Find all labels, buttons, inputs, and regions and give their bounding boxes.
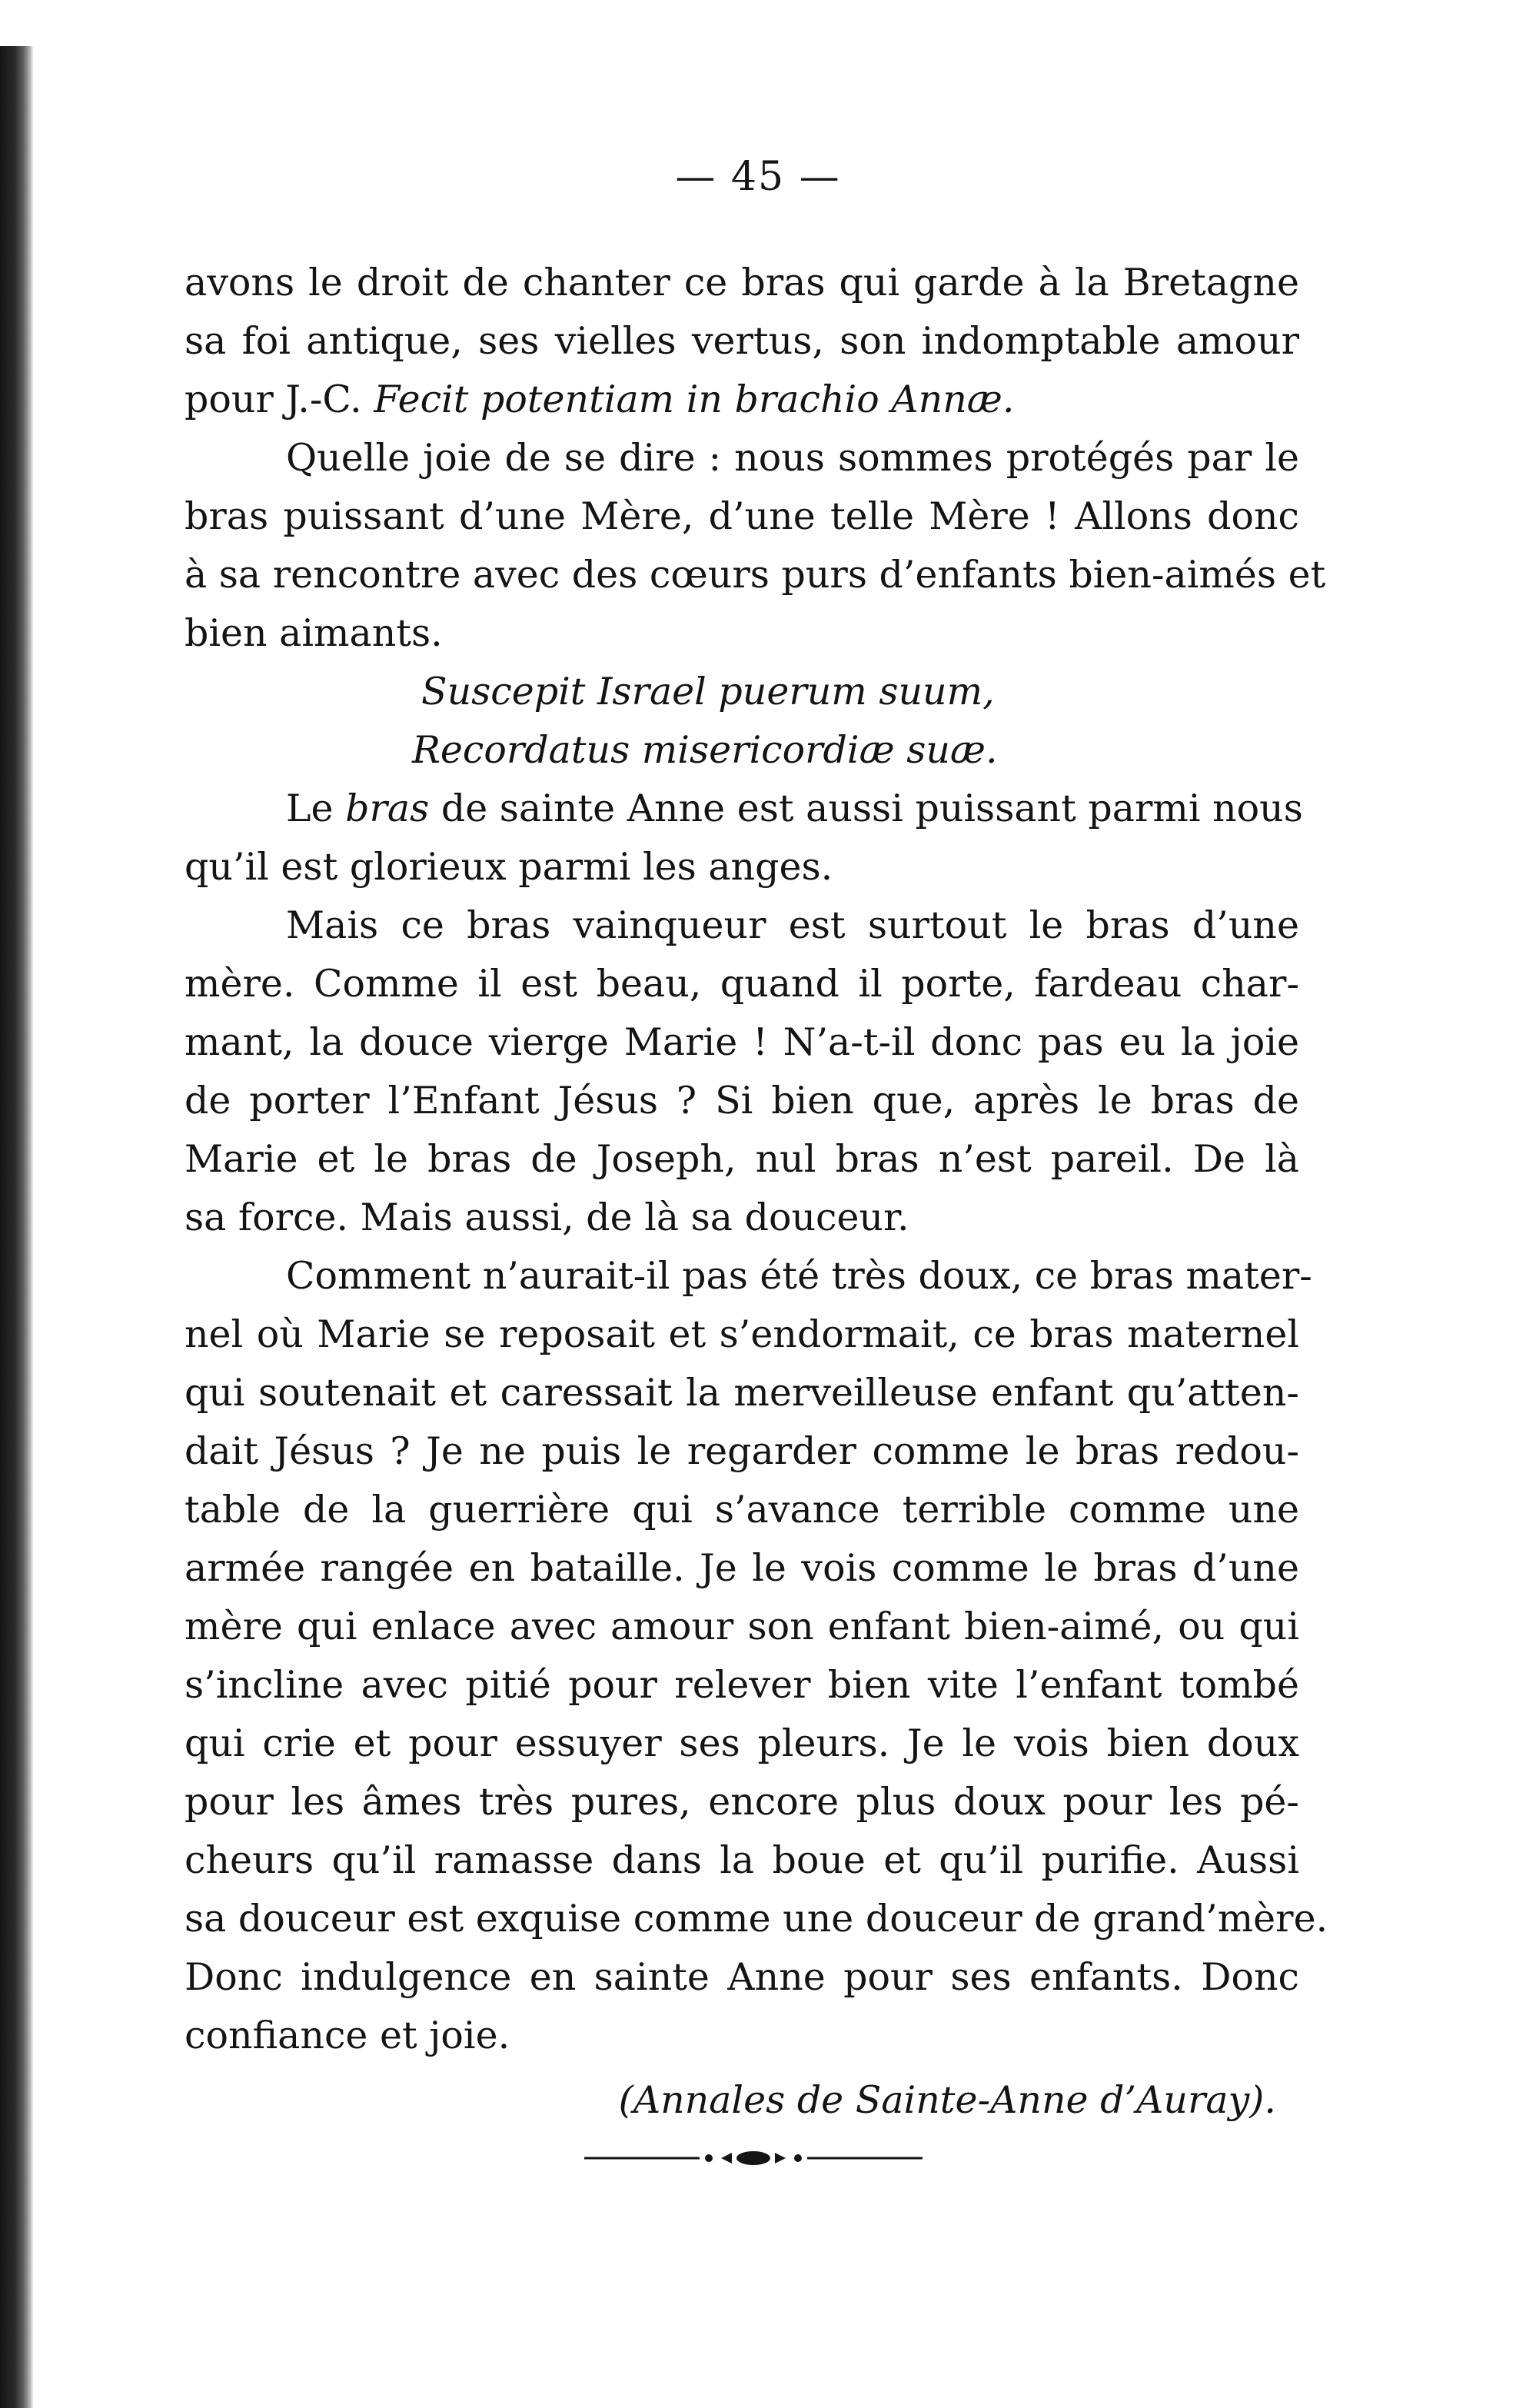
text-line: à sa rencontre avec des cœurs purs d’enfants bien-aimés et [185,553,1326,597]
text-line: Marie et le bras de Joseph, nul bras n’est pareil. De là [185,1137,1299,1181]
text-line: cheurs qu’il ramasse dans la boue et qu’il purifie. Aussi [185,1838,1299,1882]
text-line: Quelle joie de se dire : nous sommes protégés par le [286,436,1299,480]
text-line: pour les âmes très pures, encore plus doux pour les pé- [185,1780,1299,1824]
page-body [185,254,1328,2130]
text-line [185,371,1299,429]
ornamental-rule [584,2147,923,2170]
verse-line: Recordatus misericordiæ suæ. [412,728,998,772]
text-line: mère. Comme il est beau, quand il porte, fardeau char- [185,962,1299,1006]
latin-quote: Fecit potentiam in brachio Annæ. [374,377,1015,421]
text-run: pour J.-C. [185,377,374,421]
verse-line: Suscepit Israel puerum suum, [421,670,995,713]
paragraph [185,254,1299,429]
text-line: dait Jésus ? Je ne puis le regarder comme le bras redou- [185,1429,1299,1473]
text-line: qui soutenait et caressait la merveilleuse enfant qu’atten- [185,1371,1299,1415]
text-line: bien aimants. [185,611,443,655]
source-citation: (Annales de Sainte-Anne d’Auray). [618,2078,1276,2122]
text-line: qui crie et pour essuyer ses pleurs. Je le vois bien doux [185,1721,1299,1765]
text-line: Donc indulgence en sainte Anne pour ses enfants. Donc [185,1955,1299,1999]
paragraph [185,429,1326,663]
text-line: mère qui enlace avec amour son enfant bien-aimé, ou qui [185,1605,1299,1648]
text-run: Le [286,787,346,830]
page-number: — 45 — [675,154,841,200]
text-line: qu’il est glorieux parmi les anges. [185,845,833,889]
text-line [185,780,1303,838]
text-line: de porter l’Enfant Jésus ? Si bien que, après le bras de [185,1079,1299,1123]
text-line: armée rangée en bataille. Je le vois comme le bras d’une [185,1546,1299,1590]
paragraph [185,896,1299,1247]
latin-verse [185,663,1299,780]
text-line: sa douceur est exquise comme une douceur de grand’mère. [185,1897,1328,1941]
text-line: sa force. Mais aussi, de là sa douceur. [185,1196,909,1239]
text-line: table de la guerrière qui s’avance terrible comme une [185,1488,1299,1532]
text-line: avons le droit de chanter ce bras qui garde à la Bretagne [185,261,1299,304]
paragraph [185,780,1303,896]
text-line: confiance et joie. [185,2014,510,2057]
text-line: sa foi antique, ses vielles vertus, son indomptable amour [185,319,1299,363]
text-line: mant, la douce vierge Marie ! N’a-t-il donc pas eu la joie [185,1020,1299,1064]
text-line: Comment n’aurait-il pas été très doux, ce bras mater- [286,1254,1312,1298]
text-line: bras puissant d’une Mère, d’une telle Mère ! Allons donc [185,494,1299,538]
text-line: Mais ce bras vainqueur est surtout le bras d’une [286,903,1299,947]
paragraph [185,1247,1328,2065]
text-line: nel où Marie se reposait et s’endormait, ce bras maternel [185,1312,1299,1356]
italic-word: bras [345,787,430,830]
text-line: s’incline avec pitié pour relever bien vite l’enfant tombé [185,1663,1299,1707]
scan-binding-edge [0,46,34,2408]
text-run: de sainte Anne est aussi puissant parmi nous [429,787,1303,830]
